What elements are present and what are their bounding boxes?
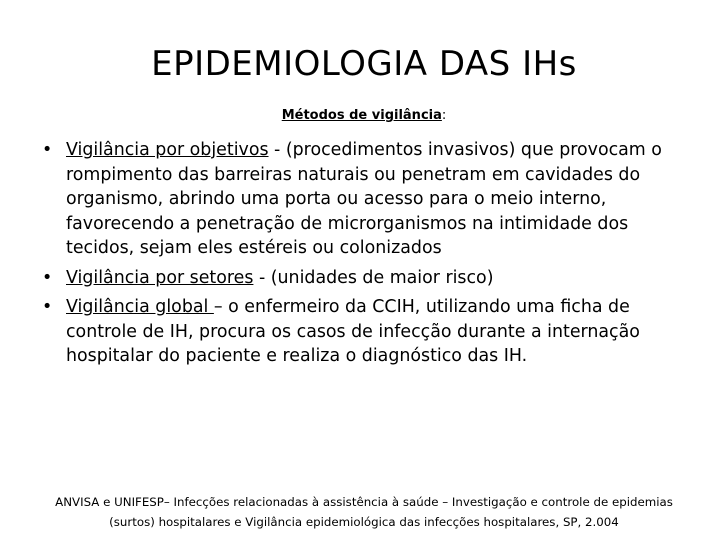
subtitle-label: Métodos de vigilância [281, 108, 442, 123]
bullet-item-objetivos [28, 138, 698, 261]
bullet-dot-icon: • [42, 267, 53, 288]
bullet-dot-icon: • [42, 297, 53, 317]
subtitle-colon: : [441, 108, 447, 123]
reference-footer [0, 492, 728, 532]
bullet-lead: Vigilância por objetivos [66, 140, 269, 160]
bullet-text: - (procedimentos invasivos) que provocam o rompimento das barreiras naturais ou penetram em cavidades do organismo, abrindo uma porta ou acesso para o meio interno, favorecendo a penetração de microrganismos na intimidade dos tecidos, sejam eles estéreis ou colonizados [66, 140, 662, 258]
bullet-item-setores [28, 266, 698, 291]
bullet-lead: Vigilância por setores [66, 267, 254, 288]
slide-title: EPIDEMIOLOGIA DAS IHs [151, 44, 577, 84]
footer-line-2: (surtos) hospitalares e Vigilância epidemiológica das infecções hospitalares, SP, 2.004 [109, 515, 619, 529]
section-subtitle [0, 108, 728, 123]
bullet-dot-icon: • [42, 140, 53, 160]
bullet-lead: Vigilância global [66, 297, 214, 317]
bullet-text: – o enfermeiro da CCIH, utilizando uma ficha de controle de IH, procura os casos de infecção durante a internação hospitalar do paciente e realiza o diagnóstico das IH. [66, 297, 640, 366]
bullet-text: - (unidades de maior risco) [253, 267, 494, 288]
bullet-list [28, 138, 698, 374]
footer-line-1: ANVISA e UNIFESP– Infecções relacionadas à assistência à saúde – Investigação e controle de epidemias [55, 495, 673, 509]
bullet-item-global [28, 295, 698, 369]
